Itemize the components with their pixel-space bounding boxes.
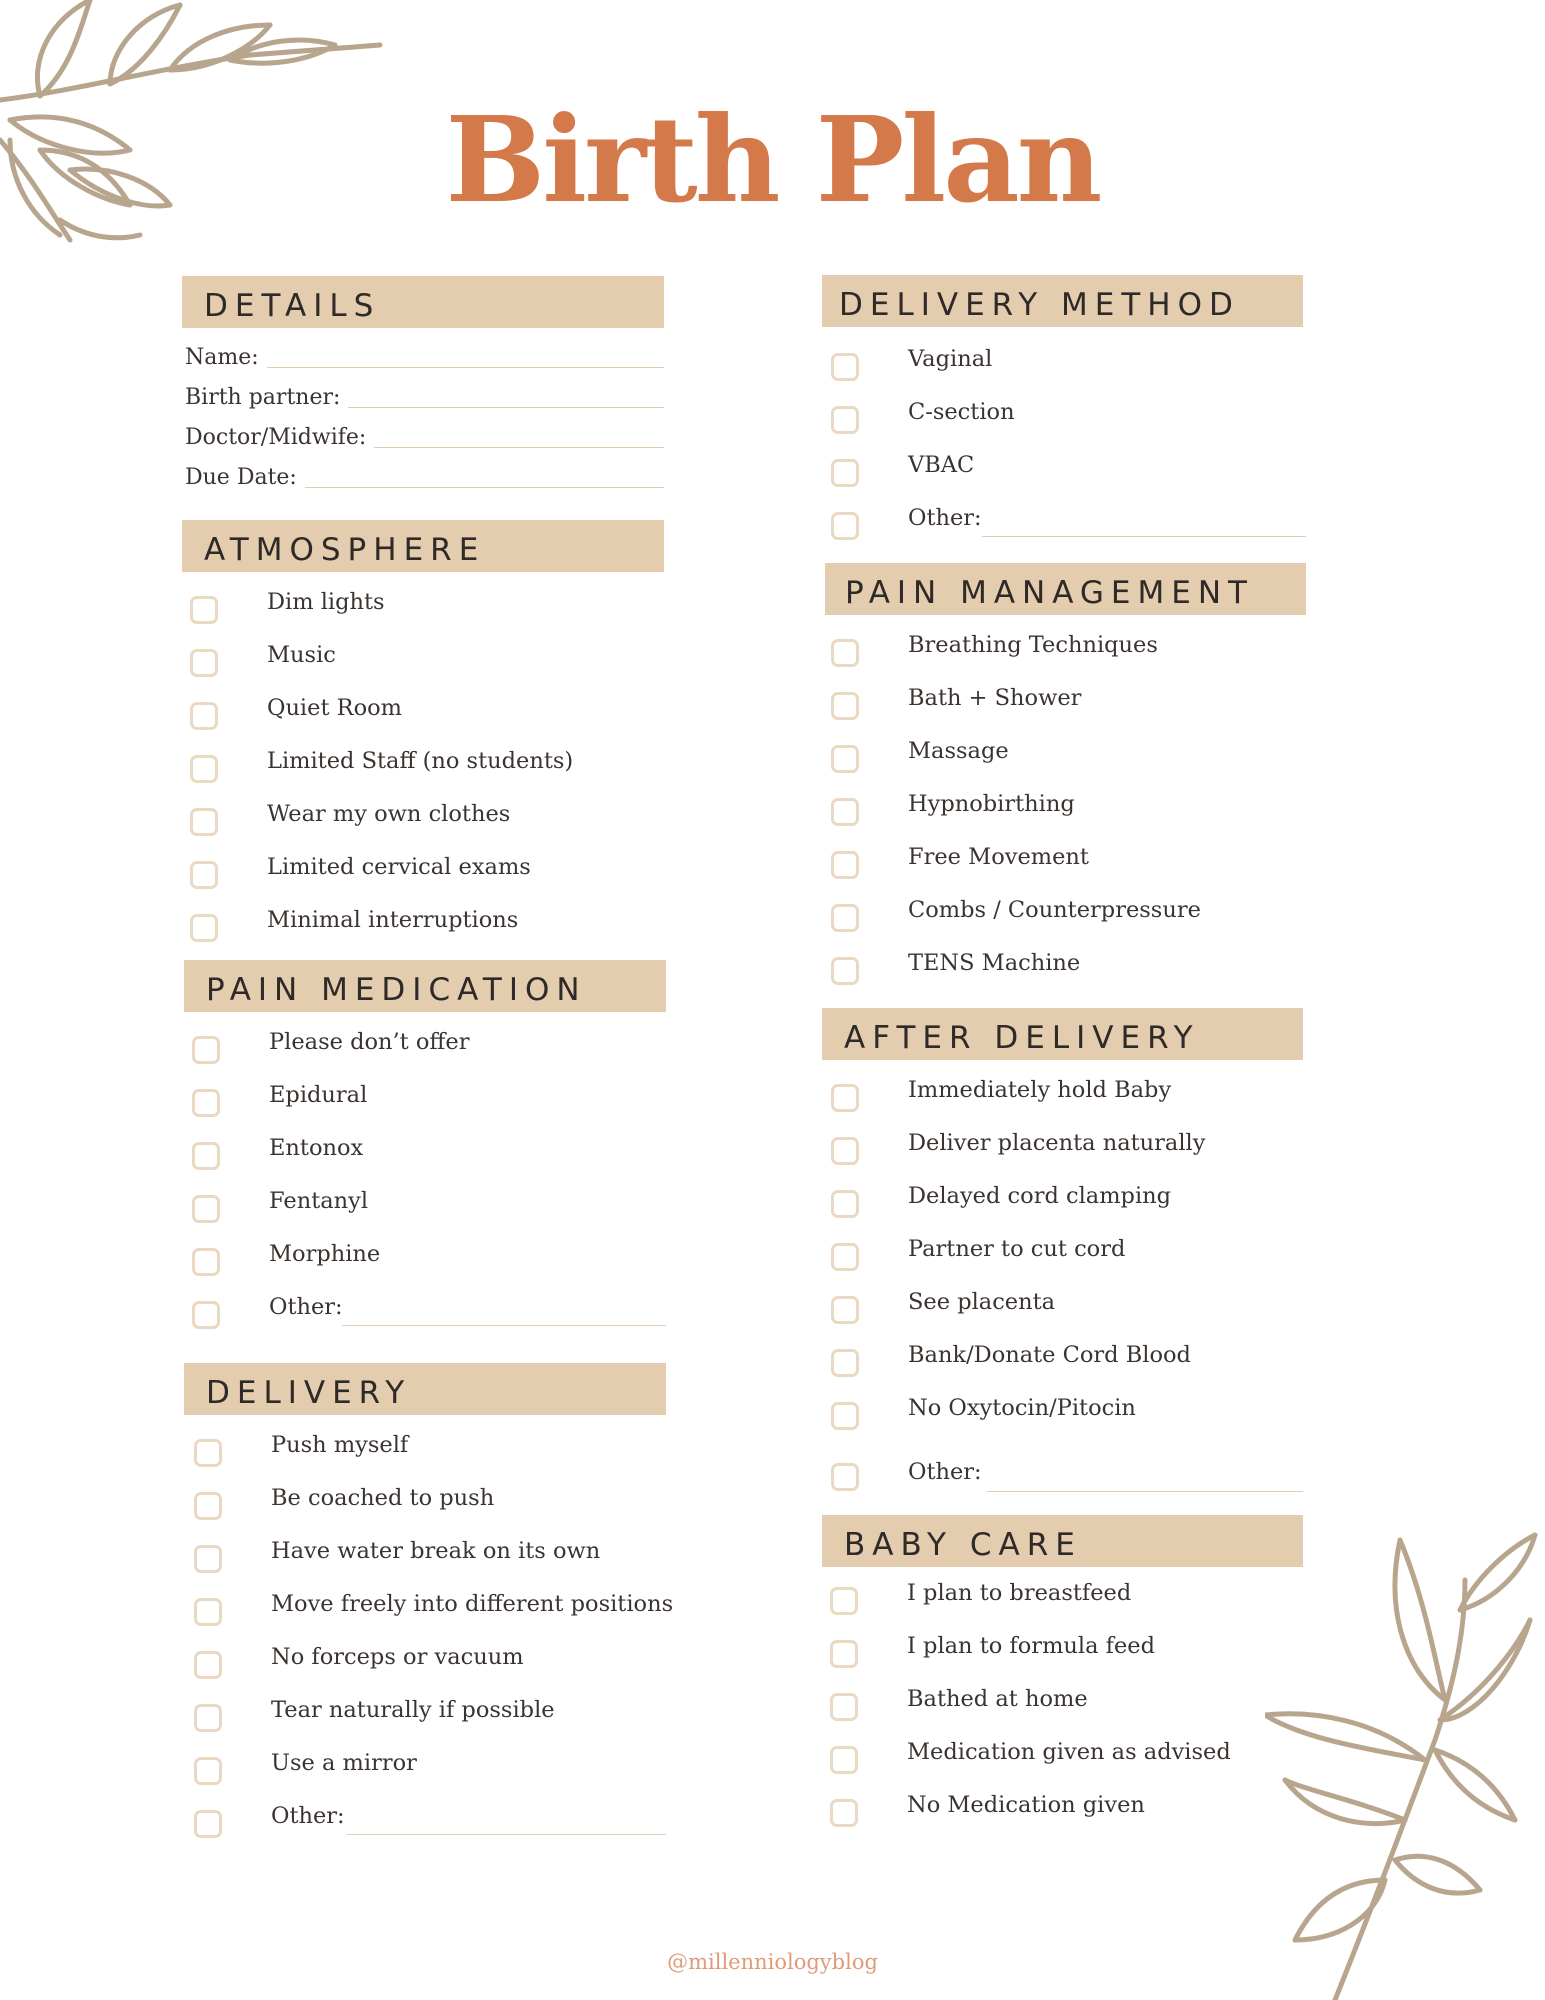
- doctor-midwife-input-line[interactable]: [374, 446, 664, 448]
- checklist-item[interactable]: Hypnobirthing: [825, 786, 1306, 839]
- checklist-item[interactable]: Epidural: [184, 1077, 666, 1130]
- checkbox-icon[interactable]: [194, 1598, 222, 1626]
- checkbox-icon[interactable]: [194, 1651, 222, 1679]
- checkbox-icon[interactable]: [192, 1036, 220, 1064]
- checklist-item[interactable]: Please don’t offer: [184, 1024, 666, 1077]
- checkbox-icon[interactable]: [194, 1757, 222, 1785]
- checkbox-icon[interactable]: [192, 1301, 220, 1329]
- checkbox-icon[interactable]: [831, 1296, 859, 1324]
- checklist-item[interactable]: TENS Machine: [825, 945, 1306, 998]
- checkbox-icon[interactable]: [194, 1704, 222, 1732]
- checklist-item[interactable]: C-section: [822, 394, 1303, 447]
- name-field[interactable]: Name:: [182, 330, 664, 370]
- checklist-item[interactable]: No forceps or vacuum: [184, 1639, 666, 1692]
- checkbox-icon[interactable]: [192, 1248, 220, 1276]
- checkbox-icon[interactable]: [831, 798, 859, 826]
- checklist-item[interactable]: Immediately hold Baby: [822, 1072, 1303, 1125]
- footer-handle: @millenniologyblog: [667, 1950, 878, 1974]
- checklist-item[interactable]: Entonox: [184, 1130, 666, 1183]
- checkbox-icon[interactable]: [831, 745, 859, 773]
- checkbox-icon[interactable]: [190, 649, 218, 677]
- checkbox-icon[interactable]: [192, 1089, 220, 1117]
- checklist-item[interactable]: I plan to formula feed: [822, 1628, 1303, 1681]
- section-heading: AFTER DELIVERY: [822, 1008, 1303, 1060]
- due-date-field[interactable]: Due Date:: [182, 450, 664, 490]
- checklist-item-other[interactable]: Other:: [184, 1289, 666, 1342]
- checkbox-icon[interactable]: [830, 1693, 858, 1721]
- checkbox-icon[interactable]: [192, 1142, 220, 1170]
- checkbox-icon[interactable]: [831, 406, 859, 434]
- page-title: Birth Plan: [445, 90, 1100, 229]
- checklist-item[interactable]: Breathing Techniques: [825, 627, 1306, 680]
- checkbox-icon[interactable]: [190, 596, 218, 624]
- checkbox-icon[interactable]: [831, 957, 859, 985]
- other-input-line[interactable]: [347, 1834, 666, 1835]
- section-heading: DELIVERY: [184, 1363, 666, 1415]
- checkbox-icon[interactable]: [194, 1492, 222, 1520]
- checkbox-icon[interactable]: [831, 1084, 859, 1112]
- checklist-item[interactable]: Have water break on its own: [184, 1533, 666, 1586]
- checkbox-icon[interactable]: [194, 1810, 222, 1838]
- pain-medication-section: [184, 960, 666, 1342]
- checkbox-icon[interactable]: [831, 353, 859, 381]
- section-heading: PAIN MANAGEMENT: [825, 563, 1306, 615]
- checkbox-icon[interactable]: [830, 1640, 858, 1668]
- checklist-item[interactable]: Wear my own clothes: [182, 796, 664, 849]
- leaf-branch-icon: [1265, 1520, 1545, 2000]
- checklist-item[interactable]: Be coached to push: [184, 1480, 666, 1533]
- checklist-item[interactable]: I plan to breastfeed: [822, 1575, 1303, 1628]
- checkbox-icon[interactable]: [831, 851, 859, 879]
- checklist-item-other[interactable]: Other:: [822, 500, 1303, 553]
- checkbox-icon[interactable]: [830, 1799, 858, 1827]
- due-date-input-line[interactable]: [305, 486, 664, 488]
- pain-management-section: [825, 563, 1306, 998]
- checklist-item[interactable]: No Medication given: [822, 1787, 1303, 1840]
- checkbox-icon[interactable]: [831, 692, 859, 720]
- other-input-line[interactable]: [982, 536, 1306, 537]
- checkbox-icon[interactable]: [194, 1439, 222, 1467]
- after-delivery-section: [822, 1008, 1303, 1505]
- checklist-item[interactable]: Quiet Room: [182, 690, 664, 743]
- checkbox-icon[interactable]: [190, 702, 218, 730]
- delivery-method-section: [822, 275, 1303, 553]
- checklist-item[interactable]: Bathed at home: [822, 1681, 1303, 1734]
- checkbox-icon[interactable]: [831, 1463, 859, 1491]
- checkbox-icon[interactable]: [194, 1545, 222, 1573]
- checklist-item[interactable]: Fentanyl: [184, 1183, 666, 1236]
- checklist-item[interactable]: Free Movement: [825, 839, 1306, 892]
- checkbox-icon[interactable]: [831, 1402, 859, 1430]
- checklist-item[interactable]: Minimal interruptions: [182, 902, 664, 955]
- checklist-item-other[interactable]: Other:: [822, 1443, 1303, 1505]
- checklist-item[interactable]: No Oxytocin/Pitocin: [822, 1390, 1303, 1443]
- checkbox-icon[interactable]: [831, 512, 859, 540]
- checklist-item[interactable]: Dim lights: [182, 584, 664, 637]
- checkbox-icon[interactable]: [831, 904, 859, 932]
- section-heading: PAIN MEDICATION: [184, 960, 666, 1012]
- other-input-line[interactable]: [342, 1325, 666, 1326]
- checkbox-icon[interactable]: [830, 1587, 858, 1615]
- section-heading: BABY CARE: [822, 1515, 1303, 1567]
- checklist-item[interactable]: Bank/Donate Cord Blood: [822, 1337, 1303, 1390]
- name-input-line[interactable]: [267, 366, 664, 368]
- checklist-item[interactable]: Limited cervical exams: [182, 849, 664, 902]
- checklist-item[interactable]: Limited Staff (no students): [182, 743, 664, 796]
- checklist-item[interactable]: Music: [182, 637, 664, 690]
- checklist-item[interactable]: Delayed cord clamping: [822, 1178, 1303, 1231]
- checkbox-icon[interactable]: [831, 1137, 859, 1165]
- checklist-item[interactable]: Medication given as advised: [822, 1734, 1303, 1787]
- other-input-line[interactable]: [987, 1491, 1303, 1492]
- atmosphere-section: [182, 520, 664, 955]
- checkbox-icon[interactable]: [831, 1243, 859, 1271]
- checklist-item[interactable]: Bath + Shower: [825, 680, 1306, 733]
- checklist-item[interactable]: Move freely into different positions: [184, 1586, 666, 1639]
- checklist-item[interactable]: Massage: [825, 733, 1306, 786]
- checkbox-icon[interactable]: [831, 639, 859, 667]
- checklist-item[interactable]: Use a mirror: [184, 1745, 666, 1798]
- checkbox-icon[interactable]: [190, 861, 218, 889]
- checkbox-icon[interactable]: [190, 755, 218, 783]
- checklist-item[interactable]: Partner to cut cord: [822, 1231, 1303, 1284]
- checklist-item[interactable]: Tear naturally if possible: [184, 1692, 666, 1745]
- checklist-item[interactable]: Morphine: [184, 1236, 666, 1289]
- section-heading: DELIVERY METHOD: [822, 275, 1303, 327]
- checklist-item[interactable]: See placenta: [822, 1284, 1303, 1337]
- birth-partner-input-line[interactable]: [348, 406, 664, 408]
- section-heading: ATMOSPHERE: [182, 520, 664, 572]
- checklist-item[interactable]: VBAC: [822, 447, 1303, 500]
- doctor-midwife-field[interactable]: Doctor/Midwife:: [182, 410, 664, 450]
- checklist-item[interactable]: Deliver placenta naturally: [822, 1125, 1303, 1178]
- checklist-item-other[interactable]: Other:: [184, 1798, 666, 1851]
- checklist-item[interactable]: Vaginal: [822, 341, 1303, 394]
- details-section: [182, 276, 664, 490]
- checkbox-icon[interactable]: [831, 1349, 859, 1377]
- section-heading: DETAILS: [182, 276, 664, 328]
- checkbox-icon[interactable]: [830, 1746, 858, 1774]
- birth-partner-field[interactable]: Birth partner:: [182, 370, 664, 410]
- checklist-item[interactable]: Combs / Counterpressure: [825, 892, 1306, 945]
- checkbox-icon[interactable]: [831, 1190, 859, 1218]
- delivery-section: [184, 1363, 674, 1851]
- checkbox-icon[interactable]: [190, 808, 218, 836]
- checkbox-icon[interactable]: [190, 914, 218, 942]
- checkbox-icon[interactable]: [192, 1195, 220, 1223]
- checkbox-icon[interactable]: [831, 459, 859, 487]
- baby-care-section: [822, 1515, 1303, 1840]
- checklist-item[interactable]: Push myself: [184, 1427, 666, 1480]
